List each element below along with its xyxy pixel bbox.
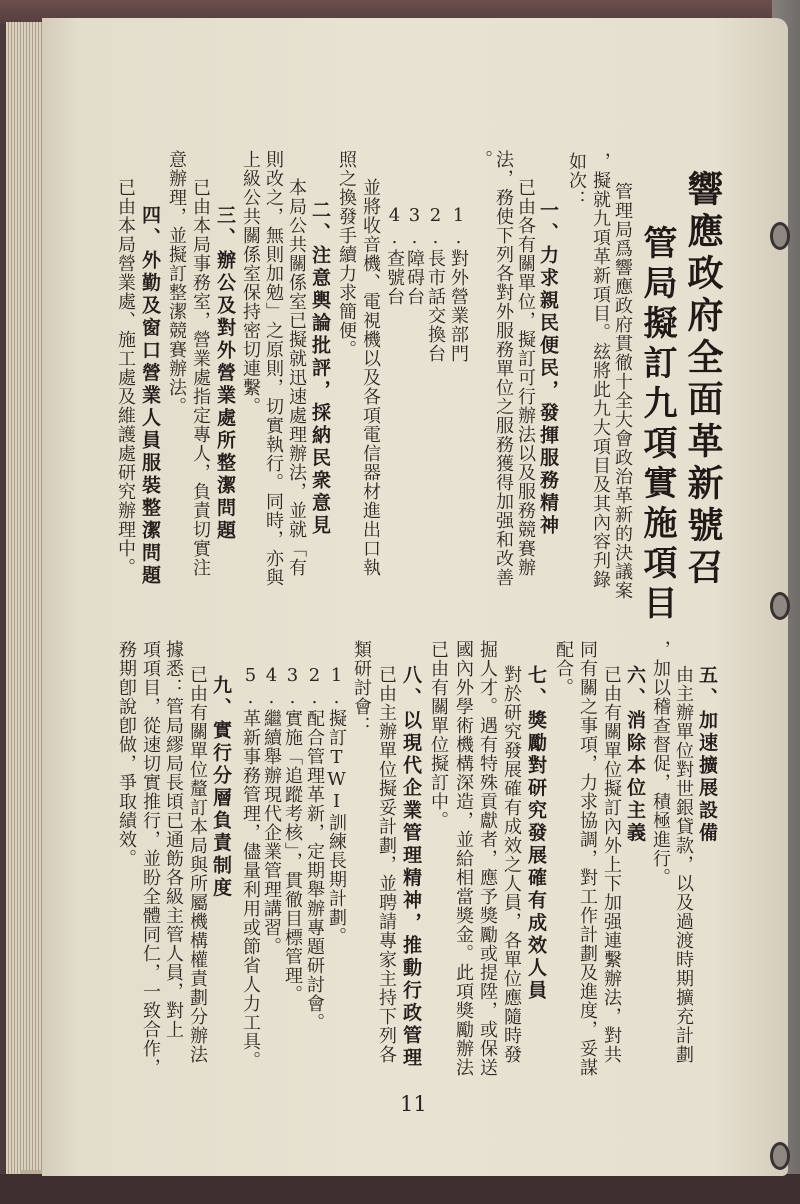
binding-hole <box>770 592 790 620</box>
section-line: 項項目，從速切實推行，並盼全體同仁，一致合作， <box>140 640 161 1077</box>
section-line: 已由有關單位擬訂中。 <box>428 640 449 830</box>
section-line: 已由本局事務室，營業處指定專人，負責切實注 <box>190 178 211 577</box>
article-subtitle-line: 管局擬訂九項實施項目 <box>637 225 677 625</box>
intro-line: 管理局爲響應政府貫徹十全大會政治革新的決議案 <box>612 182 633 600</box>
list-item: 3.實施「追蹤考核」，貫徹目標管理。 <box>282 665 303 1004</box>
section-heading: 七、獎勵對研究發展確有成效人員 <box>525 665 547 1003</box>
section-line: 配合。 <box>553 640 574 697</box>
list-item: 4.查號台 <box>384 205 405 306</box>
section-line: 已由本局營業處、施工處及維護處研究辦理中。 <box>115 178 136 577</box>
section-line: 掘人才。遇有特殊貢獻者，應予獎勵或提陞，或保送 <box>477 640 498 1077</box>
list-item: 2.配合管理革新，定期舉辦專題研討會。 <box>304 665 325 1032</box>
section-line: 已由有關單位擬訂內外上下加强連繫辦法，對共 <box>601 665 622 1064</box>
section-line: 已由主辦單位擬妥計劃，並聘請專家主持下列各 <box>376 665 397 1064</box>
section-line: 並將收音機、電視機以及各項電信器材進出口執 <box>360 178 381 577</box>
section-line: 照之換發手續力求簡便。 <box>336 150 357 359</box>
section-line: 。 <box>472 150 493 169</box>
section-heading: 六、消除本位主義 <box>624 665 646 845</box>
list-item: 2.長市話交換台 <box>425 205 446 363</box>
section-line: 由主辦單位對世銀貸款，以及過渡時期擴充計劃 <box>673 665 694 1064</box>
section-line: 本局公共關係室已擬就迅速處理辦法，並就「有 <box>286 178 307 577</box>
section-line: 務期卽說卽做，爭取績效。 <box>116 640 137 868</box>
binding-hole <box>770 1142 790 1170</box>
section-line: 意辦理，並擬訂整潔競賽辦法。 <box>166 150 187 416</box>
binding-hole <box>770 222 790 250</box>
section-line: 已由有關單位釐訂本局與所屬機構權責劃分辦法 <box>187 665 208 1064</box>
list-item: 4.繼續舉辦現代企業管理講習。 <box>261 665 282 956</box>
section-line: 已由各有關單位，擬訂可行辦法以及服務競賽辦 <box>515 178 536 577</box>
intro-line: ，擬就九項革新項目。玆將此九大項目及其內容刋錄 <box>590 152 611 589</box>
list-item: 1.對外營業部門 <box>448 205 469 363</box>
section-heading: 一、力求親民便民，發揮服務精神 <box>537 200 559 538</box>
page-number: 11 <box>400 1092 427 1116</box>
section-line: 同有關之事項，力求協調，對工作計劃及進度，妥謀 <box>577 640 598 1077</box>
section-line: 類研討會： <box>351 640 372 735</box>
section-heading: 五、加速擴展設備 <box>696 665 718 845</box>
section-line: 據悉：管局繆局長頃已通飭各級主管人員，對上 <box>163 640 184 1039</box>
section-heading: 九、實行分層負責制度 <box>210 675 232 900</box>
book-cover-bottom <box>0 1174 800 1204</box>
article-title-line: 響應政府全面革新號召 <box>682 170 724 590</box>
list-item: 3.障碍台 <box>404 205 425 306</box>
section-heading: 四、外勤及窗口營業人員服裝整潔問題 <box>139 205 161 588</box>
list-item: 1.擬訂TWI訓練長期計劃。 <box>326 665 347 946</box>
section-line: 對於研究發展確有成效之人員，各單位應隨時發 <box>501 665 522 1064</box>
section-line: 國內外學術機構深造，並給相當獎金。此項獎勵辦法 <box>453 640 474 1077</box>
section-heading: 三、辦公及對外營業處所整潔問題 <box>214 205 236 543</box>
section-heading: 八、以現代企業管理精神，推動行政管理 <box>400 665 422 1070</box>
section-line: ，加以稽查督促，積極進行。 <box>650 640 671 887</box>
page-stack-edges <box>6 22 46 1180</box>
intro-line: 如次： <box>566 152 587 209</box>
list-item: 5.革新事務管理，儘量利用或節省人力工具。 <box>240 665 261 1070</box>
section-line: 上級公共關係室保持密切連繫。 <box>240 150 261 416</box>
section-line: 則改之，無則加勉」之原則，切實執行。同時，亦與 <box>263 150 284 587</box>
section-line: 法，務使下列各對外服務單位之服務獲得加强和改善 <box>493 150 514 587</box>
section-heading: 二、注意輿論批評，採納民衆意見 <box>309 200 331 538</box>
